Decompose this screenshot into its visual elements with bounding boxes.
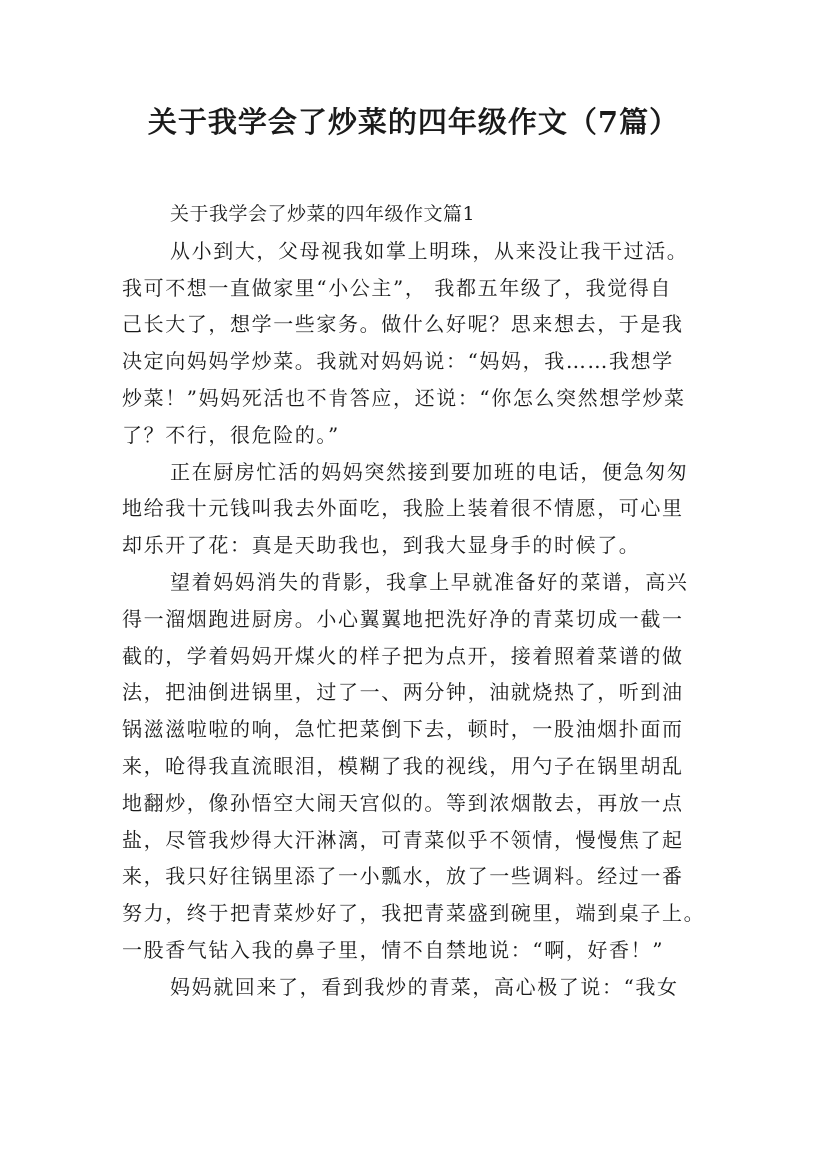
paragraph-line: 法，把油倒进锅里，过了一、两分钟，油就烧热了，听到油 (122, 680, 684, 705)
paragraph-line: 地给我十元钱叫我去外面吃，我脸上装着很不情愿，可心里 (122, 496, 684, 521)
paragraph-line: 正在厨房忙活的妈妈突然接到要加班的电话，便急匆匆 (170, 459, 689, 484)
page-title: 关于我学会了炒菜的四年级作文（7篇） (147, 105, 680, 139)
section-heading: 关于我学会了炒菜的四年级作文篇1 (170, 203, 476, 225)
paragraph-line: 了？不行，很危险的。” (122, 422, 340, 447)
paragraph-line: 努力，终于把青菜炒好了，我把青菜盛到碗里，端到桌子上。 (122, 901, 706, 926)
paragraph-line: 来，呛得我直流眼泪，模糊了我的视线，用勺子在锅里胡乱 (122, 753, 684, 778)
paragraph-line: 己长大了，想学一些家务。做什么好呢？思来想去，于是我 (122, 312, 684, 337)
paragraph-line: 地翻炒，像孙悟空大闹天宫似的。等到浓烟散去，再放一点 (122, 790, 684, 815)
paragraph-line: 锅滋滋啦啦的响，急忙把菜倒下去，顿时，一股油烟扑面而 (122, 717, 684, 742)
paragraph-line: 得一溜烟跑进厨房。小心翼翼地把洗好净的青菜切成一截一 (122, 606, 684, 631)
paragraph-line: 炒菜！”妈妈死活也不肯答应，还说：“你怎么突然想学炒菜 (122, 385, 686, 410)
paragraph-line: 望着妈妈消失的背影，我拿上早就准备好的菜谱，高兴 (170, 569, 689, 594)
paragraph-line: 妈妈就回来了，看到我炒的青菜，高心极了说：“我女 (170, 974, 679, 999)
article-body (122, 196, 708, 1006)
paragraph-line: 截的，学着妈妈开煤火的样子把为点开，接着照着菜谱的做 (122, 643, 684, 668)
paragraph-line: 来，我只好往锅里添了一小瓢水，放了一些调料。经过一番 (122, 864, 684, 889)
paragraph-line: 一股香气钻入我的鼻子里，情不自禁地说：“啊，好香！” (122, 937, 665, 962)
paragraph-line: 却乐开了花：真是天助我也，到我大显身手的时候了。 (122, 533, 641, 558)
paragraph-line: 盐，尽管我炒得大汗淋漓，可青菜似乎不领情，慢慢焦了起 (122, 827, 684, 852)
paragraph-line: 我可不想一直做家里“小公主”， 我都五年级了，我觉得自 (122, 275, 673, 300)
paragraph-line: 决定向妈妈学炒菜。我就对妈妈说：“妈妈，我……我想学 (122, 349, 674, 374)
paragraph-line: 从小到大，父母视我如掌上明珠，从来没让我干过活。 (170, 238, 689, 263)
